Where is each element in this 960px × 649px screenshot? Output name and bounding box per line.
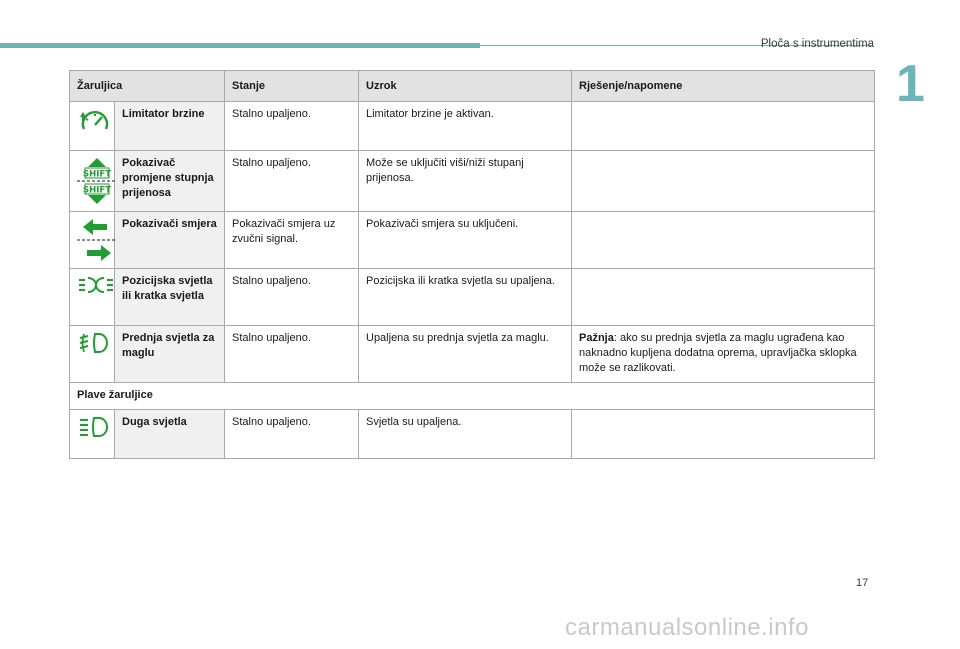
column-header-lamp: Žaruljica [70,71,225,102]
lamp-name: Pokazivač promjene stupnja prijenosa [115,151,225,212]
table-row [70,212,875,269]
table-row [70,410,875,459]
lamp-name: Prednja svjetla za maglu [115,326,225,383]
page-number: 17 [856,577,869,589]
position-light-icon [70,269,115,326]
turn-signal-icon [70,212,115,269]
section-row [70,383,875,410]
lamp-state: Stalno upaljeno. [225,269,359,326]
lamp-cause: Svjetla su upaljena. [359,410,572,459]
table-row [70,151,875,212]
lamp-note [572,326,875,383]
speed-limiter-icon [70,102,115,151]
lamp-note [572,269,875,326]
lamp-name: Limitator brzine [115,102,225,151]
gear-shift-icon [70,151,115,212]
lamp-note [572,102,875,151]
lamp-name: Pozicijska svjetla ili kratka svjetla [115,269,225,326]
lamp-cause: Pokazivači smjera su uključeni. [359,212,572,269]
section-title: Ploča s instrumentima [760,38,874,50]
lamp-state: Pokazivači smjera uz zvučni signal. [225,212,359,269]
watermark: carmanualsonline.info [565,614,809,641]
note-text: : ako su prednja svjetla za maglu ugrađena kao naknadno kupljena dodatna oprema, upravljačka sklopka može se razlikovati. [579,332,857,374]
lamp-state: Stalno upaljeno. [225,410,359,459]
table-row [70,102,875,151]
table-row [70,269,875,326]
chapter-number: 1 [896,55,925,113]
note-warning-label: Pažnja [579,332,614,344]
lamp-name: Duga svjetla [115,410,225,459]
warning-lamps-table [69,70,875,459]
lamp-note [572,151,875,212]
column-header-state: Stanje [225,71,359,102]
lamp-cause: Pozicijska ili kratka svjetla su upaljena. [359,269,572,326]
table-row [70,326,875,383]
lamp-state: Stalno upaljeno. [225,151,359,212]
table-header-row [70,71,875,102]
lamp-state: Stalno upaljeno. [225,102,359,151]
header-accent-bar [0,43,480,48]
lamp-state: Stalno upaljeno. [225,326,359,383]
blue-lamps-heading: Plave žaruljice [70,383,875,410]
lamp-name: Pokazivači smjera [115,212,225,269]
column-header-solution: Rješenje/napomene [572,71,875,102]
lamp-note [572,410,875,459]
lamp-cause: Može se uključiti viši/niži stupanj prijenosa. [359,151,572,212]
shift-up-label: SHIFT [82,169,112,180]
high-beam-icon [70,410,115,459]
column-header-cause: Uzrok [359,71,572,102]
lamp-cause: Upaljena su prednja svjetla za maglu. [359,326,572,383]
front-fog-light-icon [70,326,115,383]
lamp-note [572,212,875,269]
shift-down-label: SHIFT [82,185,112,196]
lamp-cause: Limitator brzine je aktivan. [359,102,572,151]
